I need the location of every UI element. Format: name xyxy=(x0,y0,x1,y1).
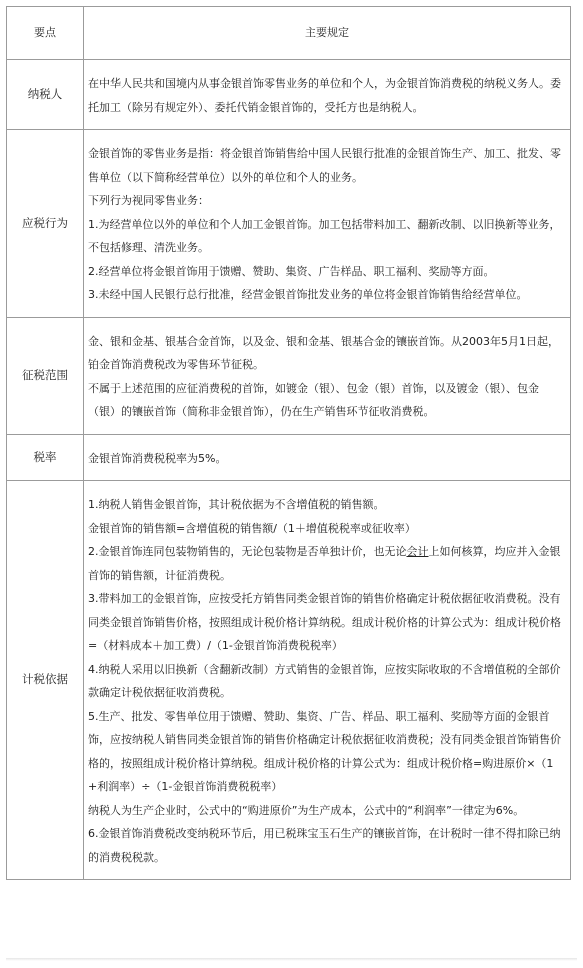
paragraph: 金银首饰的零售业务是指：将金银首饰销售给中国人民银行批准的金银首饰生产、加工、批发、零售单位（以下简称经营单位）以外的单位和个人的业务。 xyxy=(88,147,561,184)
paragraph: 5.生产、批发、零售单位用于馈赠、赞助、集资、广告、样品、职工福利、奖励等方面的金银首饰，应按纳税人销售同类金银首饰的销售价格确定计税依据征收消费税；没有同类金银首饰销售价格的，按照组成计税价格计算纳税。组成计税价格的计算公式为：组成计税价格=购进原价×（1+利润率）÷（1-金银首饰消费税税率） xyxy=(88,709,561,793)
paragraph: 在中华人民共和国境内从事金银首饰零售业务的单位和个人，为金银首饰消费税的纳税义务人。委托加工（除另有规定外）、委托代销金银首饰的，受托方也是纳税人。 xyxy=(88,77,561,114)
table-row xyxy=(7,434,571,481)
paragraph: 3.未经中国人民银行总行批准，经营金银首饰批发业务的单位将金银首饰销售给经营单位。 xyxy=(88,288,528,301)
paragraph: 金银首饰消费税税率为5%。 xyxy=(88,451,227,465)
paragraph: 金银首饰的销售额=含增值税的销售额/（1＋增值税税率或征收率） xyxy=(88,521,416,535)
row-key-rate: 税率 xyxy=(7,434,84,481)
table-row xyxy=(7,481,571,880)
row-key-taxpayer: 纳税人 xyxy=(7,60,84,130)
row-key-scope: 征税范围 xyxy=(7,317,84,434)
paragraph: 1.纳税人销售金银首饰，其计税依据为不含增值税的销售额。 xyxy=(88,498,385,511)
text-span: 上如何核算，均应并入金银首饰的销售额，计征消费税。 xyxy=(88,545,561,582)
paragraph xyxy=(88,540,566,587)
row-value-rate xyxy=(84,434,571,481)
paragraph: 不属于上述范围的应征消费税的首饰，如镀金（银）、包金（银）首饰，以及镀金（银）、包金（银）的镶嵌首饰（简称非金银首饰），仍在生产销售环节征收消费税。 xyxy=(88,381,539,418)
paragraph: 纳税人为生产企业时，公式中的“购进原价”为生产成本，公式中的“利润率”一律定为6%。 xyxy=(88,803,525,817)
row-value-tax-basis xyxy=(84,481,571,880)
row-value-taxable-act xyxy=(84,130,571,318)
regulation-table xyxy=(6,6,571,880)
header-value: 主要规定 xyxy=(84,7,571,60)
table-row xyxy=(7,60,571,130)
table-row xyxy=(7,130,571,318)
table-row xyxy=(7,317,571,434)
paragraph: 金、银和金基、银基合金首饰，以及金、银和金基、银基合金的镶嵌首饰。从2003年5月1日起，铂金首饰消费税改为零售环节征税。 xyxy=(88,334,559,371)
table-shadow xyxy=(6,958,577,961)
header-key: 要点 xyxy=(7,7,84,60)
row-value-taxpayer xyxy=(84,60,571,130)
text-span: 2.金银首饰连同包装物销售的，无论包装物是否单独计价，也无论 xyxy=(88,545,407,558)
paragraph: 1.为经营单位以外的单位和个人加工金银首饰。加工包括带料加工、翻新改制、以旧换新等业务，不包括修理、清洗业务。 xyxy=(88,217,561,254)
paragraph: 4.纳税人采用以旧换新（含翻新改制）方式销售的金银首饰，应按实际收取的不含增值税的全部价款确定计税依据征收消费税。 xyxy=(88,662,561,699)
paragraph: 3.带料加工的金银首饰，应按受托方销售同类金银首饰的销售价格确定计税依据征收消费税。没有同类金银首饰销售价格，按照组成计税价格计算纳税。组成计税价格的计算公式为：组成计税价格=（材料成本＋加工费）/（1-金银首饰消费税税率） xyxy=(88,592,561,652)
accounting-link[interactable]: 会计 xyxy=(406,545,429,558)
paragraph: 6.金银首饰消费税改变纳税环节后，用已税珠宝玉石生产的镶嵌首饰，在计税时一律不得扣除已纳的消费税税款。 xyxy=(88,827,561,864)
row-value-scope xyxy=(84,317,571,434)
paragraph: 下列行为视同零售业务： xyxy=(88,194,209,207)
row-key-tax-basis: 计税依据 xyxy=(7,481,84,880)
row-key-taxable-act: 应税行为 xyxy=(7,130,84,318)
paragraph: 2.经营单位将金银首饰用于馈赠、赞助、集资、广告样品、职工福利、奖励等方面。 xyxy=(88,264,495,278)
header-row xyxy=(7,7,571,60)
